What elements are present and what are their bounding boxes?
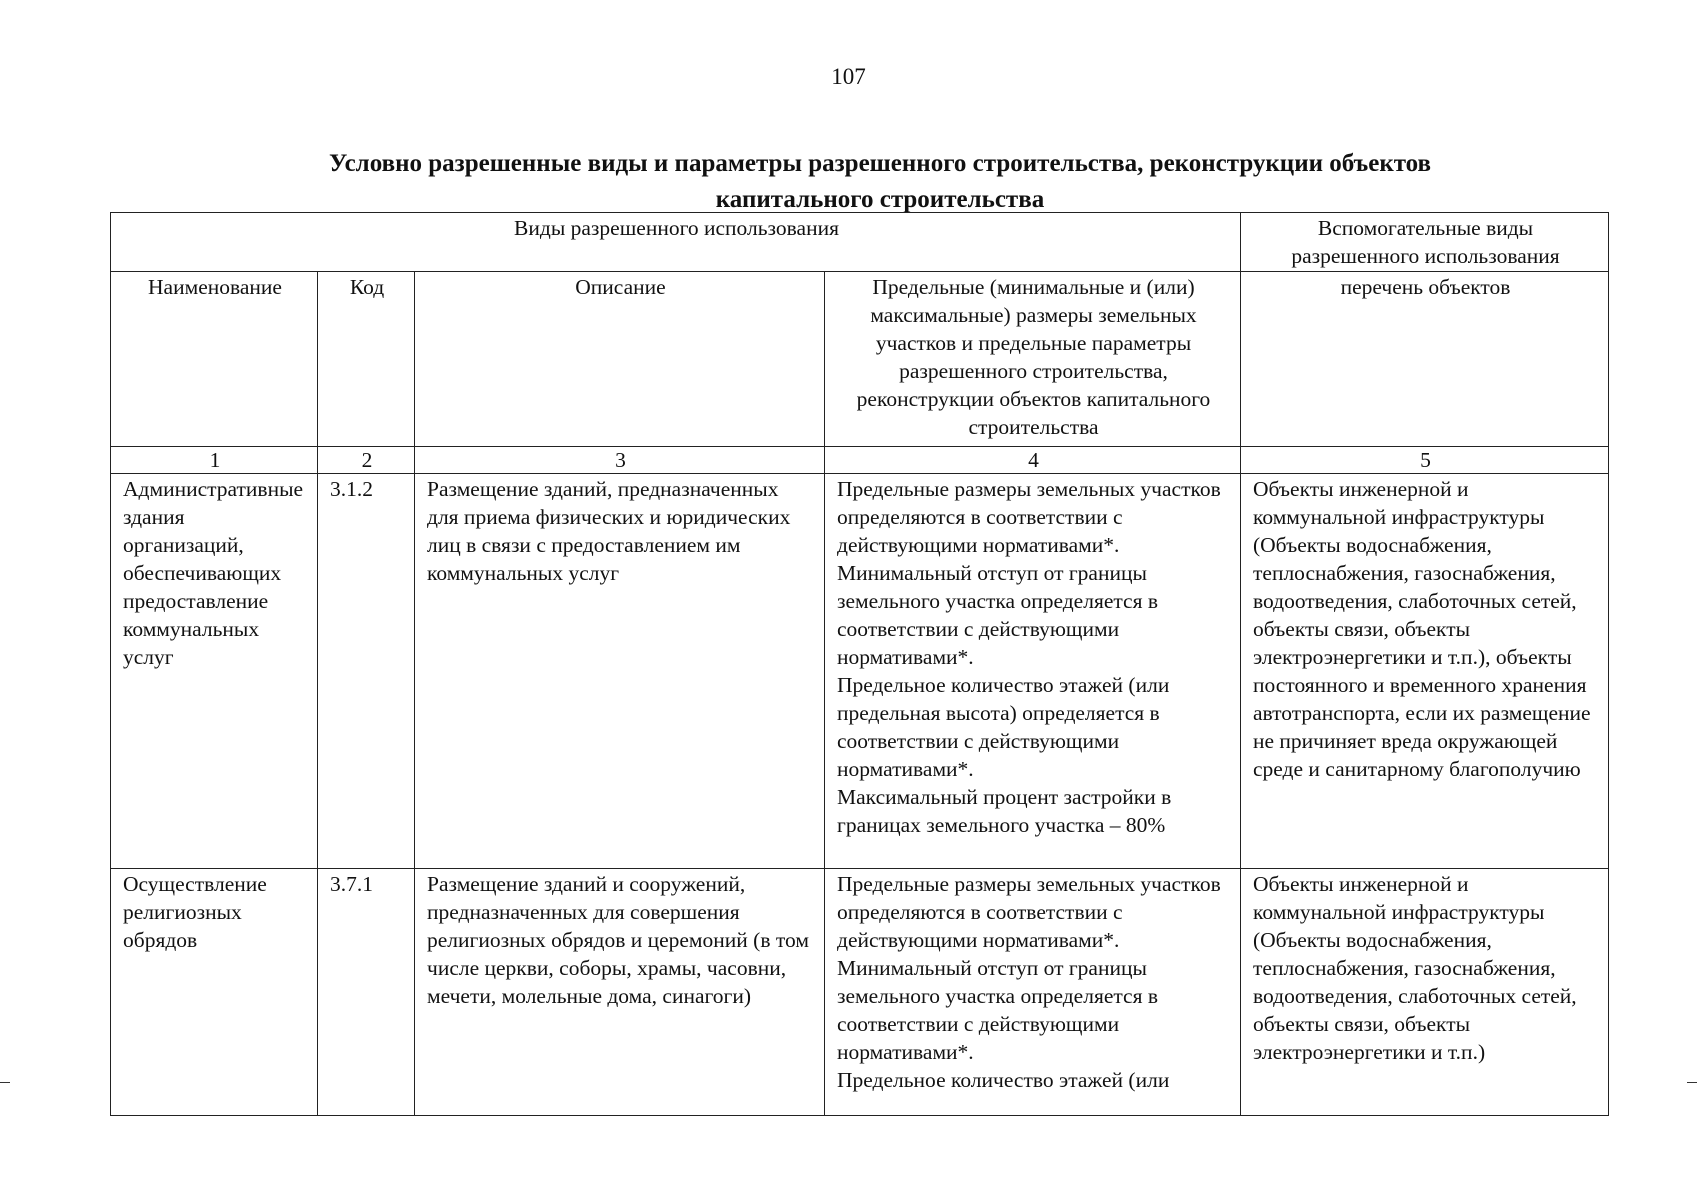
parameter-item: Максимальный процент застройки в границах земельного участка – 80%	[837, 785, 1172, 837]
column-header-row	[111, 272, 1609, 447]
column-header-parameters: Предельные (минимальные и (или) максимальные) размеры земельных участков и предельные параметры разрешенного строительства, реконструкции объектов капитального строительства	[825, 272, 1241, 447]
group-header-main: Виды разрешенного использования	[111, 213, 1241, 272]
parameter-item: Минимальный отступ от границы земельного участка определяется в соответствии с действующими нормативами*.	[837, 956, 1158, 1064]
parameter-item: Предельные размеры земельных участков определяются в соответствии с действующими нормативами*.	[837, 477, 1221, 557]
group-header-auxiliary: Вспомогательные виды разрешенного использования	[1241, 213, 1609, 272]
column-header-name: Наименование	[111, 272, 318, 447]
page-title-line-1: Условно разрешенные виды и параметры разрешенного строительства, реконструкции объектов	[328, 150, 1432, 177]
row-objects: Объекты инженерной и коммунальной инфраструктуры (Объекты водоснабжения, теплоснабжения, газоснабжения, водоотведения, слаботочных сетей, объекты связи, объекты электроэнергетики и т.п.)	[1241, 869, 1609, 1116]
page-number: 107	[831, 64, 866, 89]
parameter-item: Предельное количество этажей (или предельная высота) определяется в соответствии с действующими нормативами*.	[837, 673, 1170, 781]
table-row	[111, 869, 1609, 1116]
left-margin-mark	[0, 1082, 10, 1083]
row-description: Размещение зданий и сооружений, предназначенных для совершения религиозных обрядов и церемоний (в том числе церкви, соборы, храмы, часовни, мечети, молельные дома, синагоги)	[415, 869, 825, 1116]
land-use-table	[110, 212, 1609, 1116]
parameter-item: Предельные размеры земельных участков определяются в соответствии с действующими нормативами*.	[837, 872, 1221, 952]
row-code: 3.7.1	[318, 869, 415, 1116]
column-number: 5	[1241, 447, 1609, 474]
row-code: 3.1.2	[318, 474, 415, 869]
page-title	[200, 146, 1560, 218]
column-header-code: Код	[318, 272, 415, 447]
row-name: Административные здания организаций, обеспечивающих предоставление коммунальных услуг	[111, 474, 318, 869]
row-name: Осуществление религиозных обрядов	[111, 869, 318, 1116]
column-number: 3	[415, 447, 825, 474]
group-header-row	[111, 213, 1609, 272]
column-number: 2	[318, 447, 415, 474]
row-parameters	[825, 474, 1241, 869]
page-title-line-2: капитального строительства	[715, 186, 1045, 213]
column-number: 4	[825, 447, 1241, 474]
column-number: 1	[111, 447, 318, 474]
table-row	[111, 474, 1609, 869]
parameter-item: Предельное количество этажей (или	[837, 1068, 1170, 1092]
column-header-objects: перечень объектов	[1241, 272, 1609, 447]
row-parameters	[825, 869, 1241, 1116]
row-description: Размещение зданий, предназначенных для приема физических и юридических лиц в связи с предоставлением им коммунальных услуг	[415, 474, 825, 869]
parameter-item: Минимальный отступ от границы земельного участка определяется в соответствии с действующими нормативами*.	[837, 561, 1158, 669]
row-objects: Объекты инженерной и коммунальной инфраструктуры (Объекты водоснабжения, теплоснабжения, газоснабжения, водоотведения, слаботочных сетей, объекты связи, объекты электроэнергетики и т.п.), объекты постоянного и временного хранения автотранспорта, если их размещение не причиняет вреда окружающей среде и санитарному благополучию	[1241, 474, 1609, 869]
column-header-description: Описание	[415, 272, 825, 447]
column-number-row	[111, 447, 1609, 474]
right-margin-mark	[1687, 1082, 1697, 1083]
